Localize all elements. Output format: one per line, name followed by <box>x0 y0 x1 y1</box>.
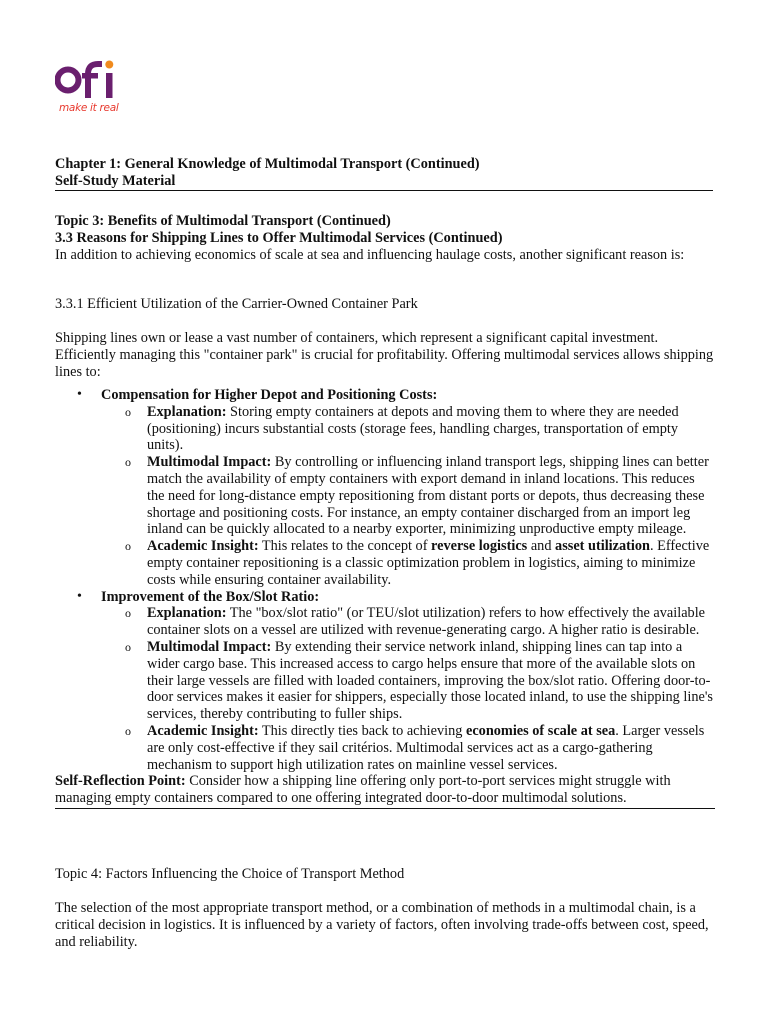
circle-bullet-icon: o <box>125 539 131 554</box>
reflection-text: Consider how a shipping line offering only port-to-port services might struggle with managing empty containers compared to one offering integrated door-to-door multimodal solutions. <box>55 773 671 807</box>
item-text: . Effective empty container repositioning is a classic optimization problem in logistics, aiming to minimize costs while ensuring container availability. <box>147 538 710 588</box>
list-item <box>55 387 715 589</box>
item-text: . Larger vessels are only cost-effective if they sail critérios. Multimodal services act as a cargo-gathering mechanism to support high utilization rates on mainline vessel services. <box>147 722 705 773</box>
circle-bullet-icon: o <box>125 404 131 419</box>
topic4-paragraph-block <box>55 900 715 950</box>
item-label: Academic Insight: <box>147 722 259 739</box>
sub-list-item <box>101 605 715 639</box>
item-label: Multimodal Impact: <box>147 638 272 655</box>
circle-bullet-icon: o <box>125 639 131 654</box>
item-text: The "box/slot ratio" (or TEU/slot utilization) refers to how effectively the available container slots on a vessel are utilized with revenue-generating cargo. A higher ratio is desirable. <box>147 605 706 639</box>
item-emphasis: reverse logistics <box>431 538 528 555</box>
sub-list-item <box>101 404 715 454</box>
topic3-intro: In addition to achieving economics of scale at sea and influencing haulage costs, another significant reason is: <box>55 246 685 263</box>
topic3-title: Topic 3: Benefits of Multimodal Transport (Continued) <box>55 213 391 229</box>
list-item <box>55 589 715 774</box>
item-label: Explanation: <box>147 605 227 622</box>
reflection-label: Self-Reflection Point: <box>55 773 186 790</box>
bullet-icon: • <box>77 588 82 604</box>
subsection-title: 3.3.1 Efficient Utilization of the Carrier-Owned Container Park <box>55 296 418 312</box>
item-label: Multimodal Impact: <box>147 454 272 471</box>
item-emphasis: economies of scale at sea <box>465 722 616 739</box>
topic4-heading-block <box>55 866 715 883</box>
bullet-icon: • <box>77 387 82 402</box>
item-label: Explanation: <box>147 403 227 420</box>
self-reflection-point <box>55 773 715 809</box>
sub-list-item <box>101 723 715 773</box>
document-header <box>55 156 713 191</box>
item-text: This directly ties back to achieving <box>258 722 466 739</box>
chapter-title: Chapter 1: General Knowledge of Multimodal Transport (Continued) <box>55 156 480 172</box>
subsection-3-3-1 <box>55 296 715 313</box>
bullet-title: Compensation for Higher Depot and Positioning Costs: <box>101 387 438 403</box>
benefits-list <box>55 387 715 809</box>
topic4-paragraph: The selection of the most appropriate transport method, or a combination of methods in a multimodal chain, is a critical decision in logistics. It is influenced by a variety of factors, often involving trade-offs between cost, speed, and reliability. <box>55 900 709 950</box>
logo-tagline: make it real <box>59 102 119 114</box>
item-emphasis: asset utilization <box>555 538 650 555</box>
chapter-subtitle: Self-Study Material <box>55 172 176 189</box>
item-text: and <box>527 538 556 555</box>
ofi-logo-mark <box>55 58 135 102</box>
ofi-logo <box>55 58 135 120</box>
topic3-paragraph-block <box>55 330 715 380</box>
circle-bullet-icon: o <box>125 606 131 621</box>
item-text: By extending their service network inland, shipping lines can tap into a wider cargo base. This increased access to cargo helps ensure that more of the available slots on their large vessels are filled with loaded containers, improving the box/slot ratio. Offering door-to-door services makes it easier for shippers, especially those located inland, to use the shipping line's services, thereby contributing to fuller ships. <box>147 638 713 723</box>
sub-list-item <box>101 639 715 723</box>
sub-list-item <box>101 454 715 538</box>
topic3-paragraph: Shipping lines own or lease a vast number of containers, which represent a significant capital investment. Efficiently managing this "container park" is crucial for profitability. Offering multimodal services allows shipping lines to: <box>55 330 714 380</box>
section-3-3-title: 3.3 Reasons for Shipping Lines to Offer Multimodal Services (Continued) <box>55 229 503 246</box>
bullet-title: Improvement of the Box/Slot Ratio: <box>101 588 320 605</box>
sub-list-item <box>101 538 715 588</box>
circle-bullet-icon: o <box>125 723 131 738</box>
topic3-heading-block <box>55 213 715 263</box>
item-text: By controlling or influencing inland transport legs, shipping lines can better match the availability of empty containers with export demand in inland locations. This reduces the need for long-distance empty repositioning from distant ports or depots, thus decreasing these shortage and positioning costs. For instance, an empty container discharged from an import leg inland can be quickly allocated to a nearby exporter, minimizing unproductive empty mileage. <box>147 454 709 538</box>
circle-bullet-icon: o <box>125 455 131 470</box>
item-text: This relates to the concept of <box>258 538 432 555</box>
item-text: Storing empty containers at depots and moving them to where they are needed (positioning) incurs substantial costs (storage fees, handling charges, transportation of empty units). <box>147 403 679 454</box>
topic4-title: Topic 4: Factors Influencing the Choice of Transport Method <box>55 866 405 882</box>
item-label: Academic Insight: <box>147 538 259 555</box>
